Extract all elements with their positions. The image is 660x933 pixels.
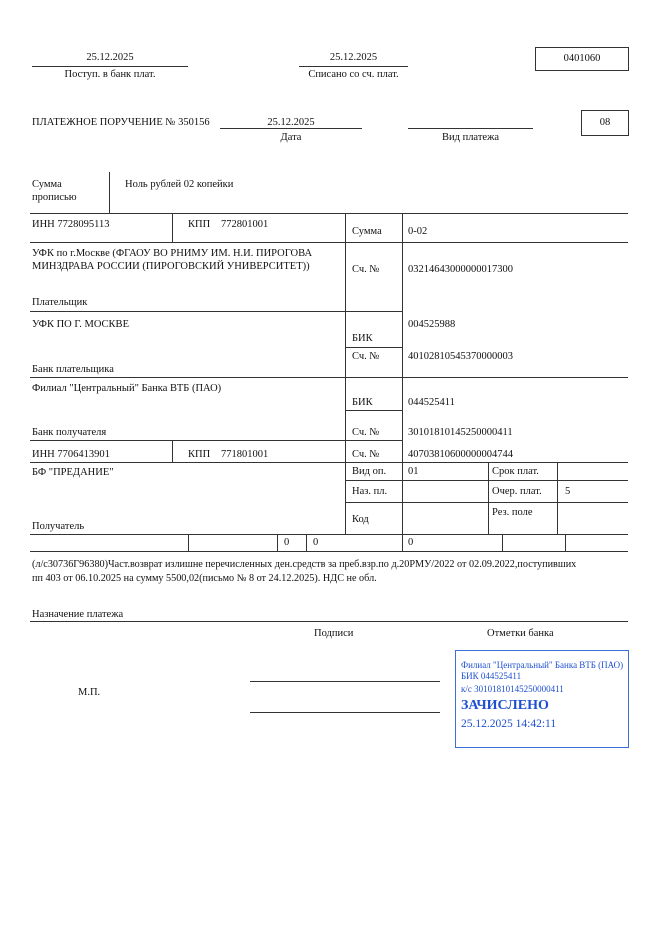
divider (277, 534, 278, 551)
payer-bank-label: Банк плательщика (32, 364, 114, 375)
divider (30, 311, 402, 312)
received-date: 25.12.2025 (86, 52, 134, 63)
received-label: Поступ. в банк плат. (64, 69, 156, 80)
payee-bank-bik: 044525411 (408, 397, 455, 408)
payer-bank-name: УФК ПО Г. МОСКВЕ (32, 319, 129, 330)
divider (32, 66, 188, 67)
amount-words-label-2: прописью (32, 192, 77, 203)
divider (345, 213, 346, 534)
debited-date: 25.12.2025 (329, 52, 378, 63)
priority-label: Очер. плат. (492, 486, 542, 497)
divider (345, 502, 628, 503)
payee-inn: ИНН 7706413901 (32, 449, 110, 460)
code-label: Код (352, 514, 369, 525)
divider (220, 128, 362, 129)
payer-inn: ИНН 7728095113 (32, 219, 110, 230)
divider (109, 172, 110, 213)
form-code: 0401060 (535, 47, 629, 71)
seal-label: М.П. (78, 687, 101, 698)
payee-bank-label: Банк получателя (32, 427, 107, 438)
payer-name-2: МИНЗДРАВА РОССИИ (ПИРОГОВСКИЙ УНИВЕРСИТЕТ)) (32, 261, 310, 272)
payee-kpp-label: КПП (188, 449, 211, 460)
tax-field: 0 (284, 537, 290, 548)
divider (565, 534, 566, 551)
purpose-label: Назначение платежа (32, 609, 124, 620)
stamp-corr-account: к/с 30101810145250000411 (461, 684, 564, 694)
divider (306, 534, 307, 551)
payee-account: 40703810600000004744 (408, 449, 513, 460)
payer-kpp-label: КПП (188, 219, 211, 230)
stamp-status: ЗАЧИСЛЕНО (461, 698, 549, 713)
purpose-text-2: пп 403 от 06.10.2025 на сумму 5500,02(письмо № 8 от 24.12.2025). НДС не обл. (32, 573, 377, 584)
stamp-bik: БИК 044525411 (461, 671, 522, 681)
payee-bank-name: Филиал "Центральный" Банка ВТБ (ПАО) (32, 383, 222, 394)
signatures-label: Подписи (314, 628, 354, 639)
priority: 5 (565, 486, 571, 497)
divider (402, 213, 403, 551)
op-type: 01 (408, 466, 419, 477)
payer-bank-account-label: Сч. № (352, 351, 380, 362)
purpose-text: (л/с30736Г96380)Част.возврат излишне перечисленных ден.средств за преб.взр.по д.20РМУ/2022 от 02.09.2022,поступивших (32, 559, 577, 570)
sum-label: Сумма (352, 226, 382, 237)
bank-marks-label: Отметки банка (487, 628, 554, 639)
sum-value: 0-02 (408, 226, 428, 237)
debited-label: Списано со сч. плат. (308, 69, 399, 80)
payee-bank-account-label: Сч. № (352, 427, 380, 438)
divider (188, 534, 189, 551)
divider (30, 440, 402, 441)
amount-words-label: Сумма (32, 179, 62, 190)
op-type-label: Вид оп. (352, 466, 387, 477)
purpose-code-label: Наз. пл. (352, 486, 388, 497)
divider (30, 621, 628, 622)
page-title: ПЛАТЕЖНОЕ ПОРУЧЕНИЕ № 350156 (32, 117, 210, 128)
payer-name: УФК по г.Москве (ФГАОУ ВО РНИМУ ИМ. Н.И. ПИРОГОВА (32, 248, 313, 259)
due-label: Срок плат. (492, 466, 539, 477)
divider (408, 128, 533, 129)
payer-account-label: Сч. № (352, 264, 380, 275)
order-date: 25.12.2025 (267, 117, 315, 128)
divider (172, 440, 173, 462)
payee-kpp: 771801001 (221, 449, 269, 460)
tax-field: 0 (408, 537, 414, 548)
divider (502, 534, 503, 551)
reserve-label: Рез. поле (492, 507, 533, 518)
payer-kpp: 772801001 (221, 219, 269, 230)
divider (30, 242, 628, 243)
status-code: 08 (581, 110, 629, 136)
divider (557, 462, 558, 534)
amount-words: Ноль рублей 02 копейки (125, 179, 234, 190)
divider (345, 347, 402, 348)
payer-account: 03214643000000017300 (408, 264, 513, 275)
signature-line (250, 712, 440, 713)
divider (30, 551, 628, 552)
bank-stamp (455, 650, 629, 748)
payee-account-label: Сч. № (352, 449, 380, 460)
divider (299, 66, 408, 67)
divider (488, 462, 489, 534)
divider (172, 213, 173, 242)
divider (30, 534, 628, 535)
divider (345, 410, 402, 411)
payee-bank-bik-label: БИК (352, 397, 373, 408)
payment-type-label: Вид платежа (441, 132, 499, 143)
divider (30, 213, 628, 214)
payer-bank-account: 40102810545370000003 (408, 351, 513, 362)
signature-line (250, 681, 440, 682)
payee-name: БФ "ПРЕДАНИЕ" (32, 467, 114, 478)
date-label: Дата (280, 132, 302, 143)
divider (345, 480, 628, 481)
stamp-datetime: 25.12.2025 14:42:11 (461, 718, 557, 730)
payer-bank-bik-label: БИК (352, 333, 373, 344)
payer-label: Плательщик (32, 297, 88, 308)
payer-bank-bik: 004525988 (408, 319, 456, 330)
tax-field: 0 (313, 537, 319, 548)
payee-label: Получатель (32, 521, 85, 532)
divider (30, 462, 628, 463)
divider (30, 377, 628, 378)
stamp-bank: Филиал "Центральный" Банка ВТБ (ПАО) (461, 660, 624, 670)
payee-bank-account: 30101810145250000411 (408, 427, 513, 438)
